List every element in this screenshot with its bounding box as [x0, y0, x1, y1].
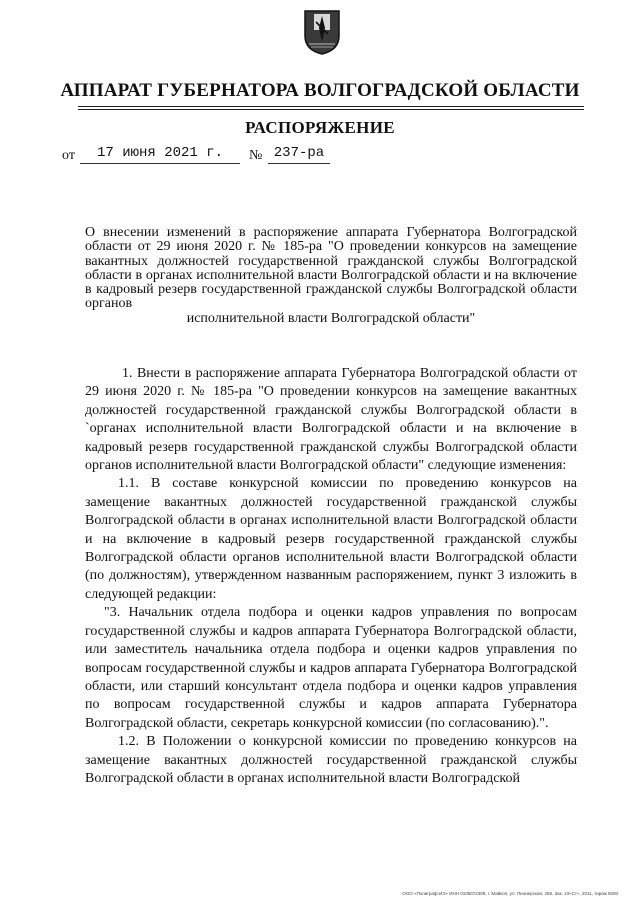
document-subject [85, 226, 577, 326]
paragraph-1-2: 1.2. В Положении о конкурсной комиссии по проведению конкурсов на замещение вакантных должностей государственной гражданской службы Волгоградской области в органах исполнительной власти Волгоградской [85, 734, 577, 786]
organization-name: АППАРАТ ГУБЕРНАТОРА ВОЛГОГРАДСКОЙ ОБЛАСТИ [60, 80, 580, 101]
date-label: от [62, 148, 75, 163]
coat-of-arms-icon [302, 8, 342, 56]
document-number: 237-ра [268, 145, 330, 164]
document-body [85, 365, 577, 788]
header-divider-top [78, 106, 584, 107]
document-date: 17 июня 2021 г. [80, 145, 240, 164]
paragraph-quoted-item-3: "3. Начальник отдела подбора и оценки кадров управления по вопросам государственной службы и кадров аппарата Губернатора Волгоградской области, или заместитель начальника отдела подбора и оценки кадров управления по вопросам государственной службы и кадров аппарата Губернатора Волгоградской области, или старший консультант отдела подбора и оценки кадров управления по вопросам государственной службы и кадров аппарата Губернатора Волгоградской области, секретарь конкурсной комиссии (по согласованию).". [85, 605, 577, 731]
number-label: № [249, 148, 263, 163]
header-divider-bottom [78, 109, 584, 110]
paragraph-1-1: 1.1. В составе конкурсной комиссии по проведению конкурсов на замещение вакантных должностей государственной гражданской службы Волгоградской области в органах исполнительной власти Волгоградской области и на включение в кадровый резерв государственной гражданской службы Волгоградской области органов исполнительной власти Волгоградской области (по должностям), утвержденном названным распоряжением, пункт 3 изложить в следующей редакции: [85, 476, 577, 602]
printer-imprint: ООО «Полиграф-ИЭ» ИНН 0105072309, г. Майкоп, ул. Пионерская, 268. Зак. 10«Ст», 2011, тираж 5000 [402, 891, 618, 896]
paragraph-1: 1. Внести в распоряжение аппарата Губернатора Волгоградской области от 29 июня 2020 г. № 185-ра "О проведении конкурсов на замещение вакантных должностей государственной гражданской службы Волгоградской области в `органах исполнительной власти Волгоградской области и на включение в кадровый резерв государственной гражданской службы Волгоградской области органов исполнительной власти Волгоградской области" следующие изменения: [85, 366, 577, 474]
document-type-title: РАСПОРЯЖЕНИЕ [245, 118, 395, 137]
subject-last-line: исполнительной власти Волгоградской области" [186, 310, 476, 326]
subject-text: О внесении изменений в распоряжение аппарата Губернатора Волгоградской области от 29 июня 2020 г. № 185-ра "О проведении конкурсов на замещение вакантных должностей государственной гражданской службы Волгоградской области в органах исполнительной власти Волгоградской области и на включение в кадровый резерв государственной гражданской службы Волгоградской области органов [85, 225, 577, 312]
